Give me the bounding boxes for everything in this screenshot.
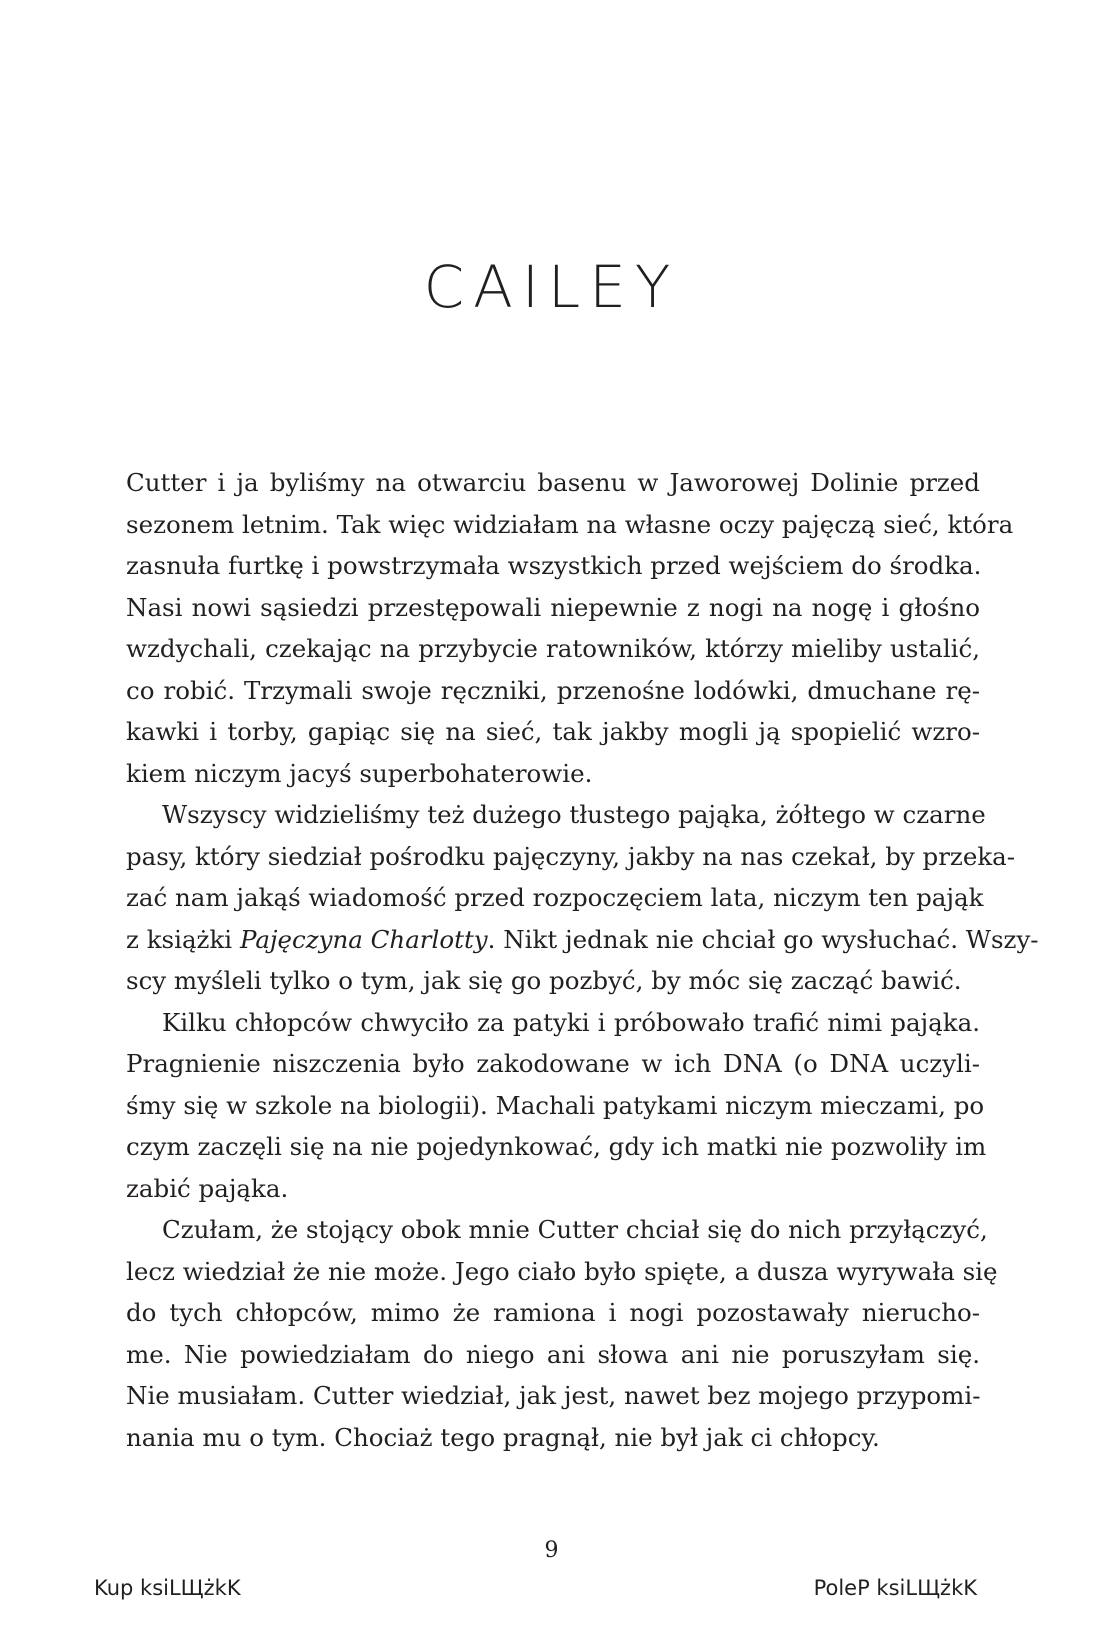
text-line: kiem niczym jacyś superbohaterowie. — [126, 758, 593, 788]
footer-link-buy-book[interactable]: Kup ksiLЩżkK — [94, 1576, 241, 1600]
text-line: kawki i torby, gapiąc się na sieć, tak jakby mogli ją spopielić wzro- — [126, 717, 980, 746]
text-line: Wszyscy widzieliśmy też dużego tłustego pająka, żółtego w czarne — [162, 800, 986, 829]
paragraph-2 — [126, 794, 1039, 1002]
paragraph-1 — [126, 462, 1014, 794]
text-line: Cutter i ja byliśmy na otwarciu basenu w Jaworowej Dolinie przed — [126, 468, 980, 497]
text-line: co robić. Trzymali swoje ręczniki, przenośne lodówki, dmuchane rę- — [126, 675, 980, 705]
text-line: śmy się w szkole na biologii). Machali patykami niczym mieczami, po — [126, 1090, 985, 1120]
text-segment: z książki — [126, 924, 240, 954]
text-line: Kilku chłopców chwyciło za patyki i próbowało trafić nimi pająka. — [162, 1007, 980, 1037]
paragraph-4 — [126, 1209, 998, 1458]
text-line: scy myśleli tylko o tym, jak się go pozbyć, by móc się zacząć bawić. — [126, 966, 962, 995]
text-line: zabić pająka. — [126, 1173, 289, 1203]
text-line: Czułam, że stojący obok mnie Cutter chciał się do nich przyłączyć, — [162, 1215, 988, 1244]
page-number: 9 — [544, 1538, 559, 1563]
text-line: zasnuła furtkę i powstrzymała wszystkich przed wejściem do środka. — [126, 551, 982, 580]
text-line: me. Nie powiedziałam do niego ani słowa ani nie poruszyłam się. — [126, 1339, 980, 1369]
chapter-title: CAILEY — [423, 253, 680, 321]
text-line: Nie musiałam. Cutter wiedział, jak jest, nawet bez mojego przypomi- — [126, 1381, 981, 1410]
text-line: czym zaczęli się na nie pojedynkować, gdy ich matki nie pozwoliły im — [126, 1132, 987, 1161]
paragraph-3 — [126, 1002, 987, 1210]
text-line: Pragnienie niszczenia było zakodowane w ich DNA (o DNA uczyli- — [126, 1049, 980, 1078]
text-line: zać nam jakąś wiadomość przed rozpoczęciem lata, niczym ten pająk — [126, 883, 984, 912]
text-line: pasy, który siedział pośrodku pajęczyny, jakby na nas czekał, by przeka- — [126, 841, 1016, 871]
body-text — [126, 462, 1039, 1458]
footer-link-recommend-book[interactable]: PoleP ksiLЩżkK — [813, 1576, 977, 1600]
text-line: nania mu o tym. Chociaż tego pragnął, nie był jak ci chłopcy. — [126, 1422, 880, 1452]
text-line: Nasi nowi sąsiedzi przestępowali niepewnie z nogi na nogę i głośno — [126, 592, 980, 622]
text-segment: . Nikt jednak nie chciał go wysłuchać. Wszy- — [487, 924, 1039, 954]
text-line: wzdychali, czekając na przybycie ratowników, którzy mieliby ustalić, — [126, 634, 980, 663]
text-line: sezonem letnim. Tak więc widziałam na własne oczy pajęczą sieć, która — [126, 509, 1014, 539]
text-line — [126, 919, 1039, 961]
text-line: lecz wiedział że nie może. Jego ciało było spięte, a dusza wyrywała się — [126, 1256, 998, 1286]
book-title-italic: Pajęczyna Charlotty — [239, 924, 488, 954]
text-line: do tych chłopców, mimo że ramiona i nogi pozostawały nierucho- — [126, 1298, 980, 1327]
